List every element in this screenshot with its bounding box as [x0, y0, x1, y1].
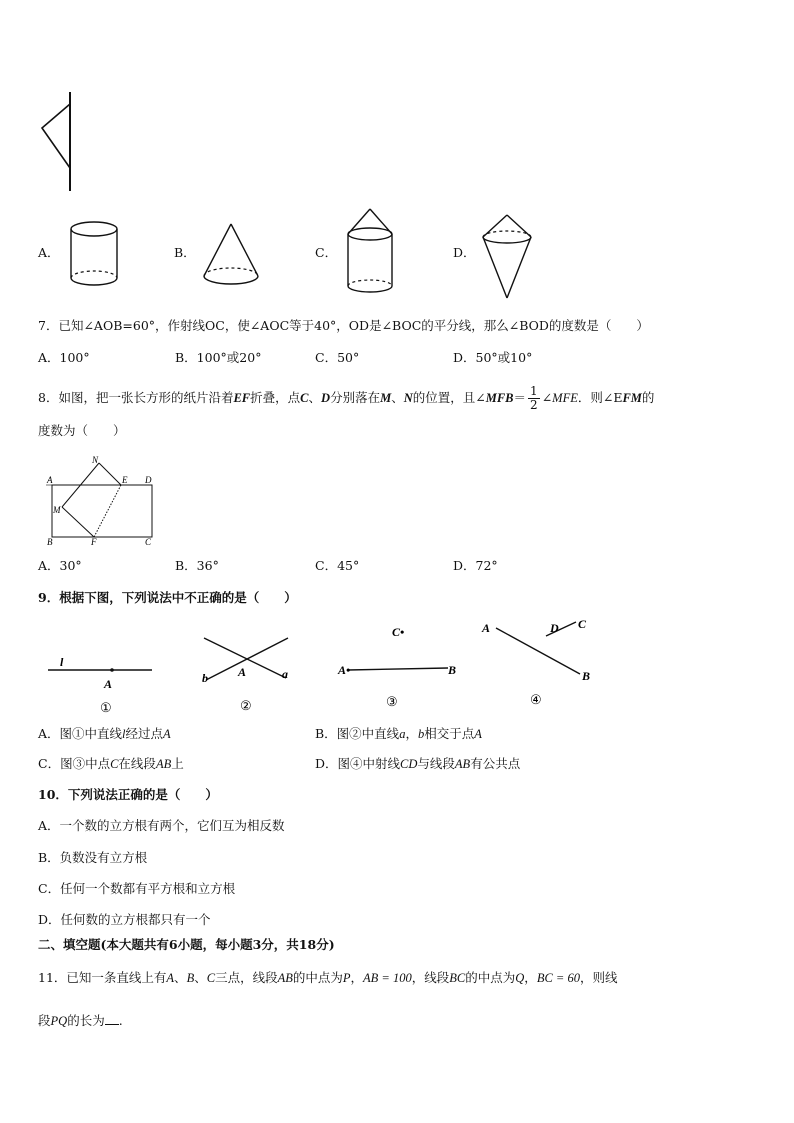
- label-N: N: [92, 455, 99, 465]
- q7-stem: 7．已知∠AOB=60°，作射线OC，使∠AOC等于40°，OD是∠BOC的平分线，那么∠BOD的度数是（ ）: [38, 318, 649, 333]
- q9-figure-3: [336, 618, 466, 718]
- cone-icon[interactable]: [196, 218, 266, 288]
- svg-text:B: B: [448, 663, 457, 677]
- answer-blank[interactable]: [105, 1012, 119, 1025]
- q9-stem: 9．根据下图，下列说法中不正确的是（ ）: [38, 590, 297, 605]
- q7-option-c[interactable]: C．50°: [315, 350, 360, 365]
- cone-on-cylinder-icon[interactable]: [340, 206, 400, 298]
- cylinder-icon[interactable]: [64, 218, 124, 288]
- label-C: C: [145, 537, 152, 547]
- q11-stem-line2: 段PQ的长为 .: [38, 1013, 123, 1028]
- label-F: F: [91, 537, 97, 547]
- svg-text:B: B: [582, 669, 591, 683]
- q6-option-b-label[interactable]: B．: [174, 245, 196, 260]
- q8-stem: 8．如图，把一张长方形的纸片沿着EF折叠，点C、D分别落在M、N的位置，且∠MFB＝ $\frac{1}{2}$ ∠MFE．则∠EFM的: [38, 384, 655, 412]
- q6-option-d-label[interactable]: D．: [453, 245, 476, 260]
- q11-stem: 11．已知一条直线上有A、B、C三点，线段AB的中点为P，AB = 100，线段BC的中点为Q，BC = 60，则线: [38, 970, 618, 985]
- q7-option-a[interactable]: A．100°: [38, 350, 90, 365]
- q8-option-d[interactable]: D．72°: [453, 558, 498, 573]
- q9-option-c[interactable]: C．图③中点C在线段AB上: [38, 756, 184, 771]
- q7-option-d[interactable]: D．50°或10°: [453, 350, 533, 365]
- q9-figure-2: [198, 632, 298, 722]
- svg-text:①: ①: [100, 700, 112, 715]
- svg-text:a: a: [282, 667, 288, 681]
- svg-text:A: A: [238, 665, 247, 679]
- q9-option-b[interactable]: B．图②中直线a，b相交于点A: [315, 726, 482, 741]
- q7-option-b[interactable]: B．100°或20°: [175, 350, 262, 365]
- label-B: B: [47, 537, 53, 547]
- svg-text:④: ④: [530, 692, 542, 707]
- q10-option-a[interactable]: A．一个数的立方根有两个，它们互为相反数: [38, 818, 285, 833]
- q9-option-d[interactable]: D．图④中射线CD与线段AB有公共点: [315, 756, 521, 771]
- svg-text:C: C: [578, 617, 587, 631]
- svg-text:b: b: [202, 671, 208, 685]
- svg-text:③: ③: [386, 694, 398, 709]
- double-cone-icon[interactable]: [477, 212, 537, 304]
- one-half-fraction: $\frac{1}{2}$: [530, 384, 538, 412]
- q10-option-d[interactable]: D．任何数的立方根都只有一个: [38, 912, 211, 927]
- q10-option-b[interactable]: B．负数没有立方根: [38, 850, 148, 865]
- q9-option-a[interactable]: A．图①中直线l经过点A: [38, 726, 171, 741]
- label-D: D: [145, 475, 152, 485]
- label-E: E: [122, 475, 128, 485]
- svg-text:D: D: [550, 621, 559, 635]
- svg-text:A: A: [482, 621, 491, 635]
- label-M: M: [53, 505, 61, 515]
- q8-folded-rectangle-figure: [42, 455, 172, 545]
- section-heading: 二、填空题(本大题共有6小题，每小题3分，共18分): [38, 937, 335, 952]
- label-A: A: [47, 475, 53, 485]
- q8-stem-line2: 度数为（ ）: [38, 423, 126, 438]
- q6-rotation-figure: [36, 88, 116, 198]
- q9-figure-4: [480, 612, 610, 707]
- svg-text:A: A: [104, 677, 113, 691]
- svg-text:A•: A•: [338, 663, 351, 677]
- q9-figure-1: [44, 648, 164, 723]
- q6-option-a-label[interactable]: A．: [38, 245, 60, 260]
- q6-option-c-label[interactable]: C．: [315, 245, 338, 260]
- svg-text:②: ②: [240, 698, 252, 713]
- svg-text:C•: C•: [392, 625, 405, 639]
- q10-stem: 10．下列说法正确的是（ ）: [38, 787, 218, 802]
- q8-option-b[interactable]: B．36°: [175, 558, 219, 573]
- q8-option-a[interactable]: A．30°: [38, 558, 82, 573]
- q10-option-c[interactable]: C．任何一个数都有平方根和立方根: [38, 881, 236, 896]
- q8-option-c[interactable]: C．45°: [315, 558, 360, 573]
- svg-text:l: l: [60, 655, 64, 669]
